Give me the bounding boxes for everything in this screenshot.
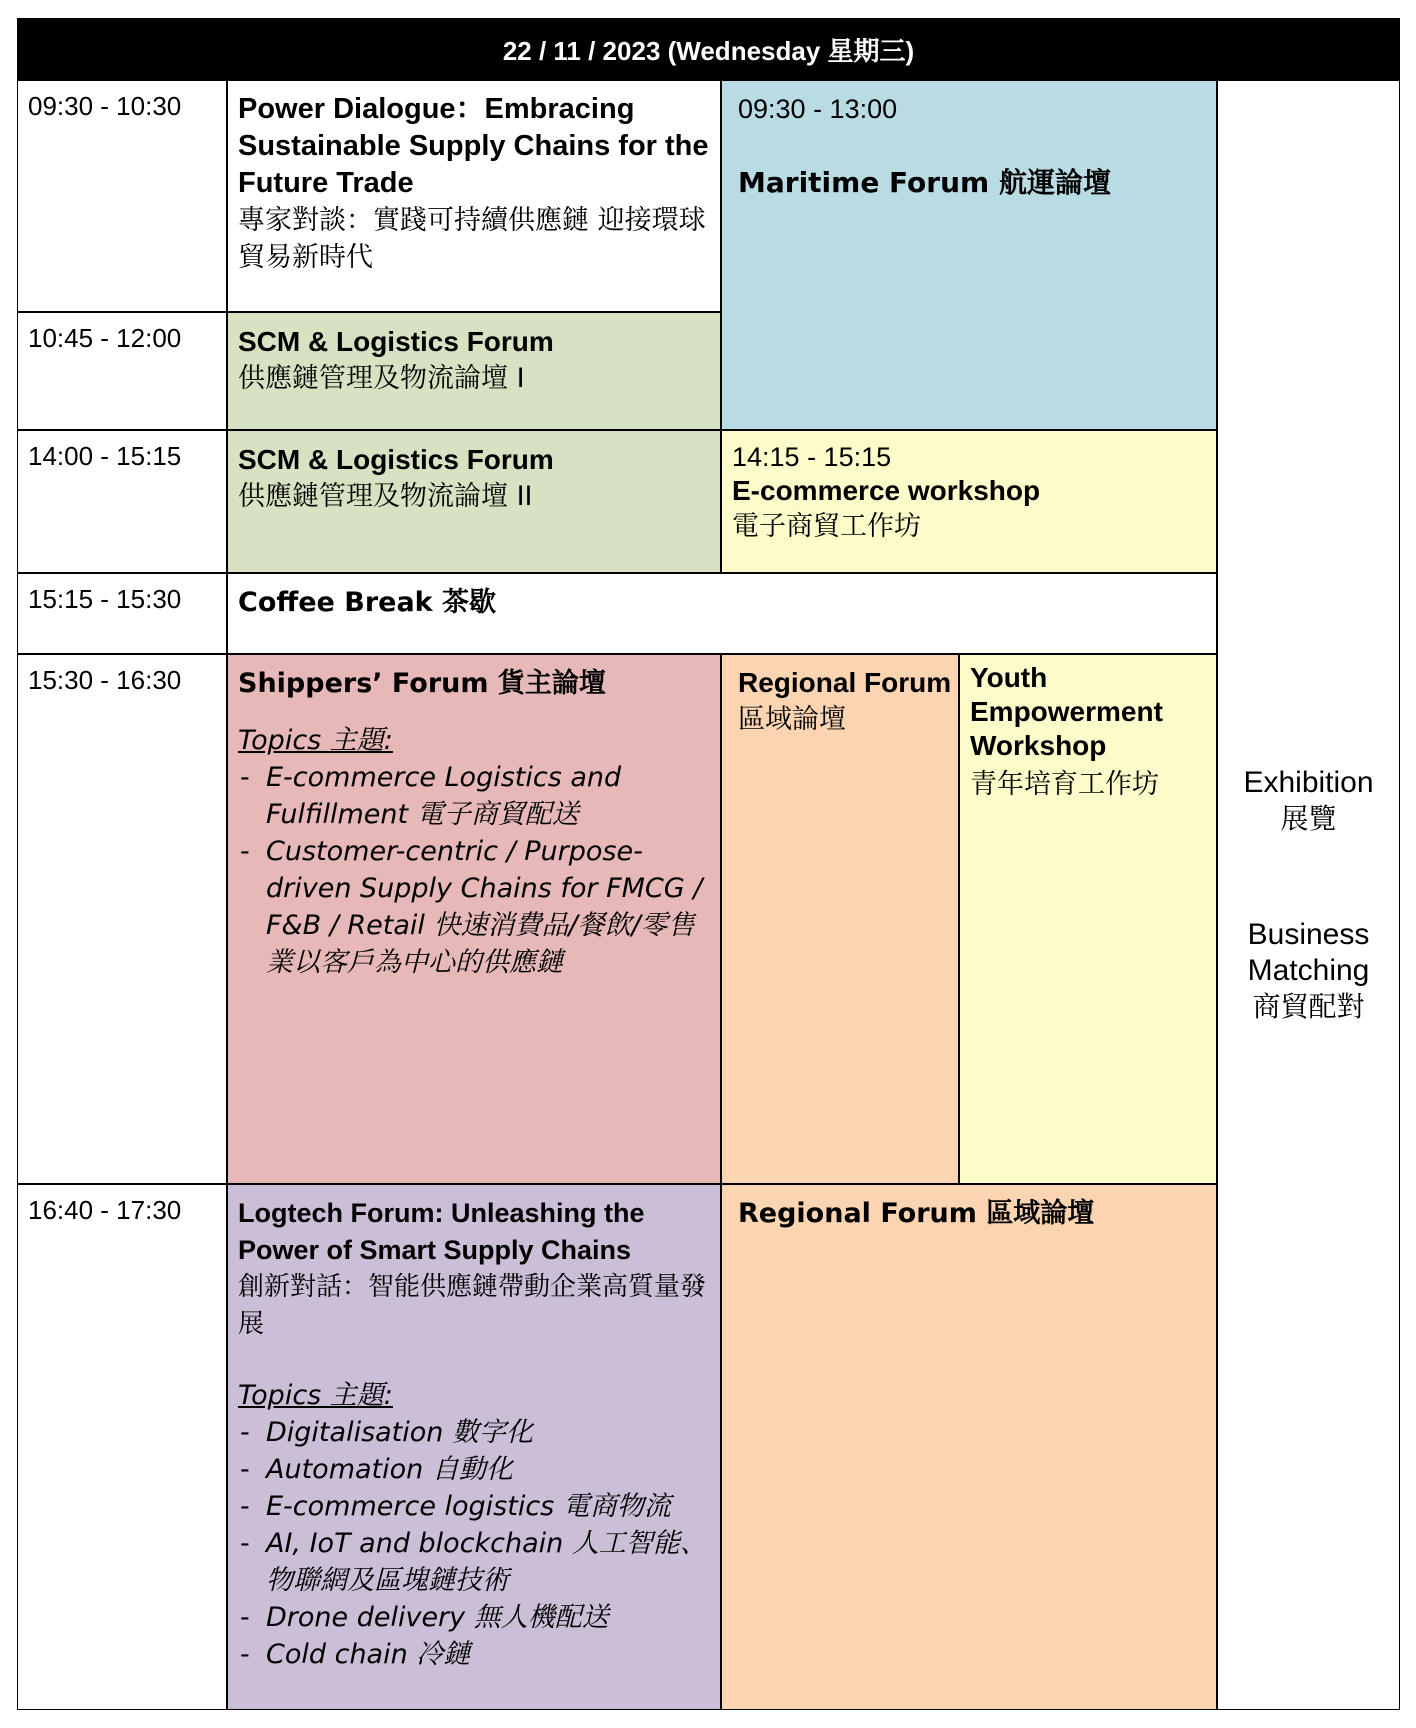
scm-forum-2-session — [227, 430, 721, 573]
logtech-forum-title-zh: 創新對話：智能供應鏈帶動企業高質量發展 — [238, 1272, 707, 1339]
time-slot: 15:30 - 16:30 — [17, 654, 227, 1184]
regional-forum-1-session — [721, 654, 959, 1184]
shippers-forum-session — [227, 654, 721, 1184]
youth-workshop-title-zh: 青年培育工作坊 — [970, 769, 1159, 800]
scm-forum-2-title-en: SCM & Logistics Forum — [238, 444, 554, 475]
shippers-topics-list — [238, 759, 720, 981]
scm-forum-1-title-zh: 供應鏈管理及物流論壇 I — [238, 363, 525, 394]
scm-forum-2-title-zh: 供應鏈管理及物流論壇 II — [238, 481, 533, 512]
list-item: - E-commerce Logistics and Fulfillment 電子商貿配送 — [238, 759, 720, 833]
date-header — [17, 18, 1400, 80]
ecommerce-workshop-time: 14:15 - 15:15 — [732, 442, 892, 472]
logtech-forum-session — [227, 1184, 721, 1710]
power-dialogue-title-en: Power Dialogue：Embracing Sustainable Supply Chains for the Future Trade — [238, 93, 709, 199]
time-slot: 10:45 - 12:00 — [17, 312, 227, 430]
regional-forum-1-title-en: Regional Forum — [738, 667, 952, 698]
youth-workshop-title-en: Youth Empowerment Workshop — [970, 662, 1163, 761]
list-item: - AI, IoT and blockchain 人工智能、物聯網及區塊鏈技術 — [238, 1525, 720, 1599]
list-item: - Customer-centric / Purpose-driven Supply Chains for FMCG / F&B / Retail 快速消費品/餐飲/零售業以客戶為中心的供應鏈 — [238, 833, 720, 981]
shippers-forum-title: Shippers’ Forum 貨主論壇 — [238, 668, 606, 699]
ecommerce-workshop-title-en: E-commerce workshop — [732, 475, 1041, 506]
time-slot: 09:30 - 10:30 — [17, 80, 227, 312]
youth-workshop-session — [959, 654, 1217, 1184]
maritime-forum-session — [721, 80, 1217, 430]
business-matching-label-en: Business Matching — [1247, 918, 1370, 987]
regional-forum-2-title: Regional Forum 區域論壇 — [738, 1198, 1095, 1229]
scm-forum-1-title-en: SCM & Logistics Forum — [238, 326, 554, 357]
ecommerce-workshop-session — [721, 430, 1217, 573]
list-item: - Digitalisation 數字化 — [238, 1414, 720, 1451]
exhibition-label-zh: 展覽 — [1280, 802, 1337, 835]
power-dialogue-session — [227, 80, 721, 312]
maritime-forum-time: 09:30 - 13:00 — [738, 94, 898, 124]
date-header-text: 22 / 11 / 2023 (Wednesday 星期三) — [502, 35, 915, 66]
time-slot: 16:40 - 17:30 — [17, 1184, 227, 1710]
regional-forum-1-title-zh: 區域論壇 — [738, 704, 846, 735]
coffee-break-session — [227, 573, 1217, 654]
time-slot: 15:15 - 15:30 — [17, 573, 227, 654]
logtech-topics-label: Topics 主題: — [238, 1380, 393, 1411]
regional-forum-2-session — [721, 1184, 1217, 1710]
list-item: - Automation 自動化 — [238, 1451, 720, 1488]
shippers-topics-label: Topics 主題: — [238, 725, 393, 756]
exhibition-column — [1217, 80, 1400, 1710]
power-dialogue-title-zh: 專家對談：實踐可持續供應鏈 迎接環球貿易新時代 — [238, 205, 706, 273]
logtech-forum-title-en: Logtech Forum: Unleashing the Power of Smart Supply Chains — [238, 1198, 645, 1265]
list-item: - Drone delivery 無人機配送 — [238, 1599, 720, 1636]
list-item: - Cold chain 冷鏈 — [238, 1636, 720, 1673]
ecommerce-workshop-title-zh: 電子商貿工作坊 — [732, 511, 921, 542]
coffee-break-title: Coffee Break 茶歇 — [238, 587, 497, 618]
time-slot: 14:00 - 15:15 — [17, 430, 227, 573]
business-matching-label-zh: 商貿配對 — [1252, 990, 1365, 1023]
exhibition-label-en: Exhibition — [1243, 766, 1374, 799]
list-item: - E-commerce logistics 電商物流 — [238, 1488, 720, 1525]
maritime-forum-title: Maritime Forum 航運論壇 — [738, 166, 1111, 199]
logtech-topics-list — [238, 1414, 720, 1673]
schedule-table — [17, 18, 1400, 1710]
scm-forum-1-session — [227, 312, 721, 430]
